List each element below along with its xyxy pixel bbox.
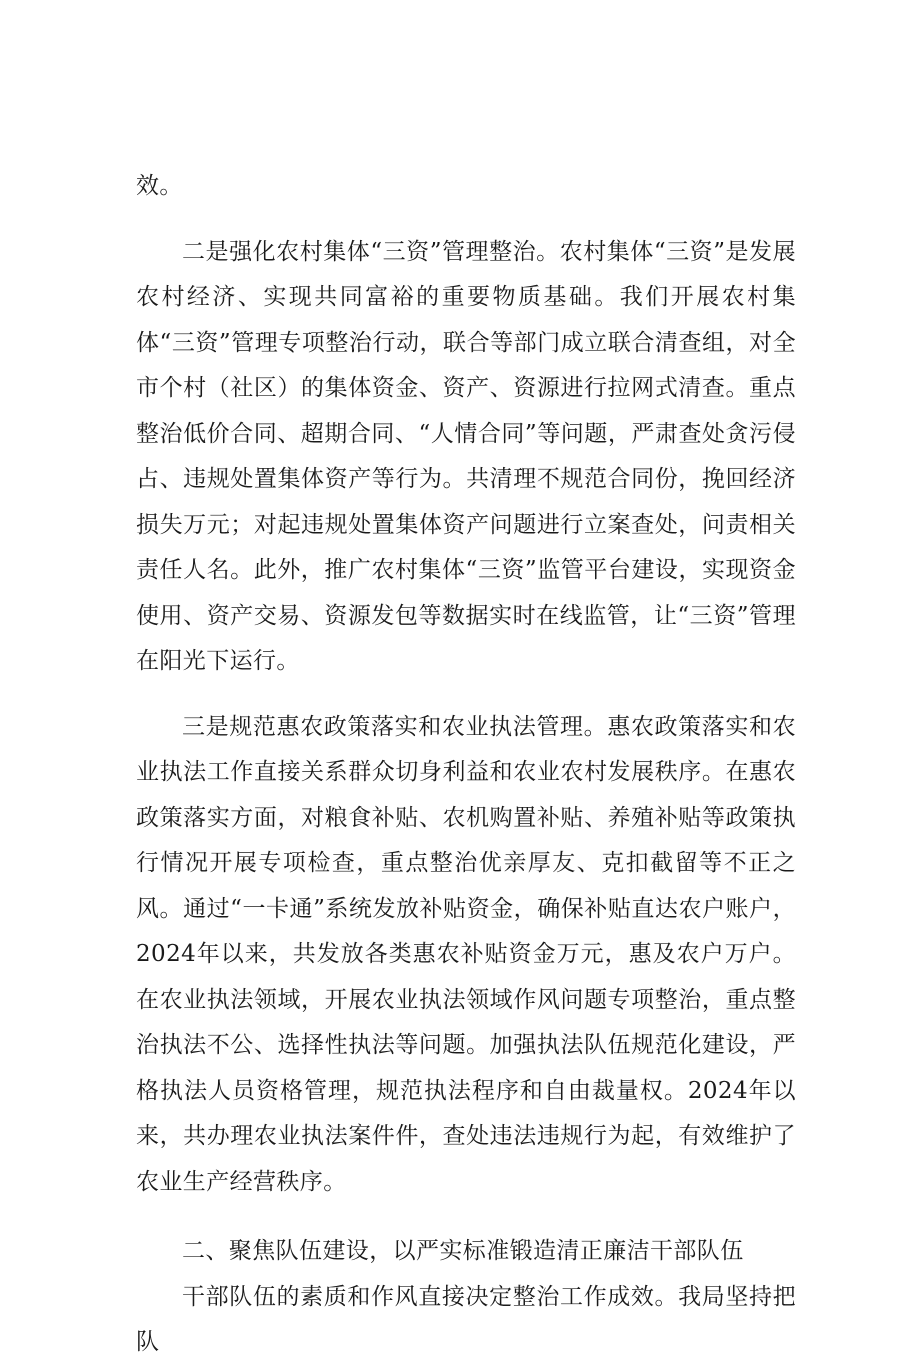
- document-body: [136, 164, 796, 1366]
- paragraph-policy-enforcement: 三是规范惠农政策落实和农业执法管理。惠农政策落实和农业执法工作直接关系群众切身利益和农业农村发展秩序。在惠农政策落实方面，对粮食补贴、农机购置补贴、养殖补贴等政策执行情况开展专项检查，重点整治优亲厚友、克扣截留等不正之风。通过“一卡通”系统发放补贴资金，确保补贴直达农户账户，2024年以来，共发放各类惠农补贴资金万元，惠及农户万户。在农业执法领域，开展农业执法领域作风问题专项整治，重点整治执法不公、选择性执法等问题。加强执法队伍规范化建设，严格执法人员资格管理，规范执法程序和自由裁量权。2024年以来，共办理农业执法案件件，查处违法违规行为起，有效维护了农业生产经营秩序。: [136, 713, 796, 1195]
- section-heading: 二、聚焦队伍建设，以严实标准锻造清正廉洁干部队伍: [182, 1238, 744, 1264]
- paragraph-continuation: 效。: [136, 173, 183, 199]
- paragraph-three-assets: 二是强化农村集体“三资”管理整治。农村集体“三资”是发展农村经济、实现共同富裕的重要物质基础。我们开展农村集体“三资”管理专项整治行动，联合等部门成立联合清查组，对全市个村（社区）的集体资金、资产、资源进行拉网式清查。重点整治低价合同、超期合同、“人情合同”等问题，严肃查处贪污侵占、违规处置集体资产等行为。共清理不规范合同份，挽回经济损失万元；对起违规处置集体资产问题进行立案查处，问责相关责任人名。此外，推广农村集体“三资”监管平台建设，实现资金使用、资产交易、资源发包等数据实时在线监管，让“三资”管理在阳光下运行。: [136, 238, 796, 674]
- paragraph-team-building: 干部队伍的素质和作风直接决定整治工作成效。我局坚持把队: [136, 1283, 796, 1355]
